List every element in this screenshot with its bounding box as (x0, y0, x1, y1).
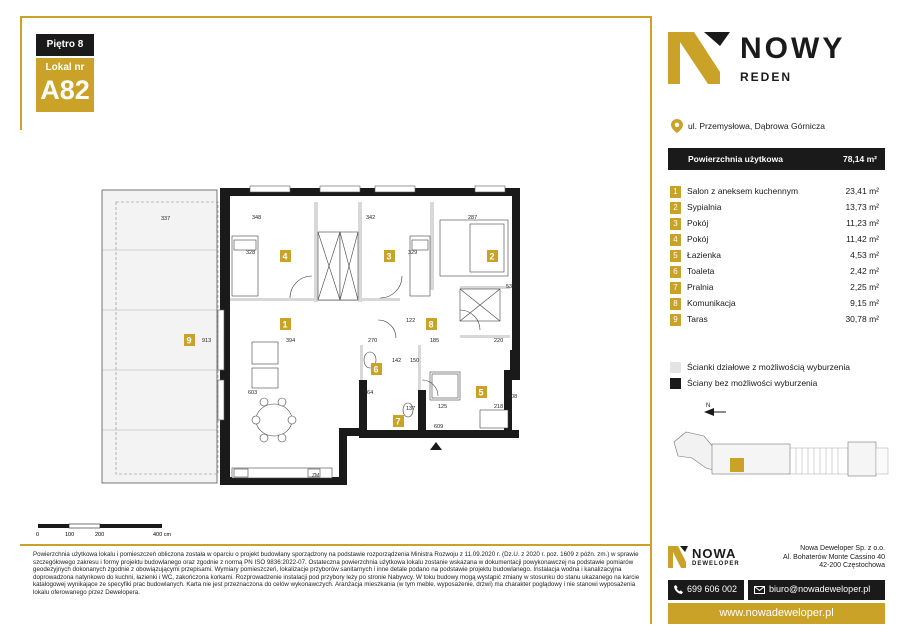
dimension-label: 328 (246, 250, 256, 256)
dimension-label: 208 (508, 394, 518, 400)
list-item (670, 297, 885, 311)
room-area: 4,53 m² (850, 250, 879, 260)
brand-line2: REDEN (740, 70, 793, 84)
room-area: 9,15 m² (850, 298, 879, 308)
dimension-label: 337 (161, 216, 171, 222)
phone-icon (674, 585, 683, 594)
website-link[interactable]: www.nowadeweloper.pl (668, 603, 885, 624)
room-marker-9: 9 (186, 335, 192, 346)
legend-swatch-light (670, 362, 681, 373)
legend-text: Ścianki działowe z możliwością wyburzenia (687, 362, 850, 372)
list-item (670, 265, 885, 279)
room-number-badge: 6 (670, 266, 681, 278)
room-number-badge: 2 (670, 202, 681, 214)
developer-logo-line1: NOWA (692, 546, 737, 561)
room-name: Salon z aneksem kuchennym (687, 186, 799, 196)
room-area: 2,42 m² (850, 266, 879, 276)
total-area-label: Powierzchnia użytkowa (688, 154, 783, 164)
scale-label: 100 (65, 532, 75, 538)
dimension-label: 142 (392, 358, 402, 364)
scale-bar (33, 522, 233, 542)
room-name: Pralnia (687, 282, 714, 292)
room-name: Łazienka (687, 250, 722, 260)
room-area: 2,25 m² (850, 282, 879, 292)
room-marker-7: 7 (395, 416, 401, 427)
disclaimer-text: Powierzchnia użytkowa lokalu i pomieszczeń obliczona została w oparciu o projekt budowlany sporządzony na podstawie rozporządzenia Ministra Rozwoju z 11.09.2020 r. (Dz.U. z 2020 r. poz. 1609 z późn. zm.) w sprawie szczegółowego zakresu i formy projektu budowlanego oraz zgodnie z normą PN ISO 9836:2022-07. Ostateczna powierzchnia użytkowa lokalu zostanie wskazana w dokumentacji powykonawczej na podstawie pomiarów geodezyjnych dokonanych zgodnie z obowiązującymi przepisami. Wymiary pomieszczeń, lokalizacje przyborów sanitarnych i inne detale podano na podstawie projektu budowlanego. Instalacja wodna i kanalizacyjna doprowadzona natynkowo do kuchni, łazienki i WC, zakończona korkami. Rozprowadzenie instalacji pod przybory leży po stronie Nabywcy. W toku budowy mogą wystąpić zmiany w stosunku do stanu ukazanego na karcie katalogowej wynikające ze specyfiki prac budowlanych. Karta nie jest przeznaczona do celów wykonawczych. Aranżacja mieszkania (w tym meble, wyposażenie, drzwi) ma charakter poglądowy i nie stanowi wyposażenia lokalu oferowanego przez Dewelopera. (33, 551, 640, 596)
list-item (670, 233, 885, 247)
brand-line1: NOWY (740, 32, 846, 65)
company-name: Nowa Deweloper Sp. z o.o. (800, 545, 885, 552)
list-item (670, 201, 885, 215)
unit-badge (36, 58, 94, 112)
list-item (670, 313, 885, 327)
address-text: ul. Przemysłowa, Dąbrowa Górnicza (688, 121, 825, 131)
room-number-badge: 5 (670, 250, 681, 262)
location-pin-icon (671, 119, 683, 133)
dimension-label: 342 (366, 215, 376, 221)
room-marker-8: 8 (428, 319, 434, 330)
developer-logo-line2: DEWELOPER (692, 561, 740, 567)
room-name: Sypialnia (687, 202, 722, 212)
room-name: Pokój (687, 234, 709, 244)
nowy-reden-logo (668, 32, 888, 92)
email-address: biuro@nowadeweloper.pl (769, 584, 871, 594)
list-item (670, 185, 885, 199)
terrace-area (102, 190, 217, 483)
scale-label: 0 (36, 532, 40, 538)
dimension-label: 603 (248, 390, 258, 396)
frame-bottom-line (20, 544, 650, 546)
dimension-label: 150 (410, 358, 420, 364)
floor-badge: Piętro 8 (36, 34, 94, 56)
frame-left-line (20, 16, 22, 130)
scale-label: 400 cm (153, 532, 172, 538)
dimension-label: 164 (364, 390, 374, 396)
dimension-label: 329 (408, 250, 418, 256)
room-marker-4: 4 (282, 251, 288, 262)
scale-label: 200 (95, 532, 105, 538)
fridge-label: ZM (312, 473, 320, 479)
dimension-label: 287 (468, 215, 478, 221)
dimension-label: 218 (494, 404, 504, 410)
room-number-badge: 3 (670, 218, 681, 230)
company-address (730, 545, 885, 571)
room-name: Toaleta (687, 266, 715, 276)
room-marker-6: 6 (373, 364, 379, 375)
list-item (670, 249, 885, 263)
site-key-plan (668, 402, 890, 498)
legend-swatch-dark (670, 378, 681, 389)
room-area: 11,42 m² (846, 234, 879, 244)
list-item (670, 281, 885, 295)
legend-text: Ściany bez możliwości wyburzenia (687, 378, 818, 388)
list-item (670, 217, 885, 231)
dimension-label: 538 (506, 284, 516, 290)
dimension-label: 270 (368, 338, 378, 344)
room-area: 23,41 m² (845, 186, 879, 196)
room-name: Komunikacja (687, 298, 736, 308)
room-area: 30,78 m² (845, 314, 879, 324)
total-area-bar (668, 148, 885, 170)
email-bar[interactable] (748, 580, 885, 600)
phone-bar[interactable] (668, 580, 744, 600)
room-marker-3: 3 (386, 251, 392, 262)
room-number-badge: 7 (670, 282, 681, 294)
nowa-n-icon (668, 546, 688, 568)
room-number-badge: 1 (670, 186, 681, 198)
room-area: 11,23 m² (846, 218, 879, 228)
frame-top-line (20, 16, 650, 18)
envelope-icon (754, 586, 765, 594)
dimension-label: 125 (438, 404, 448, 410)
room-number-badge: 4 (670, 234, 681, 246)
company-city: 42-200 Częstochowa (819, 562, 885, 569)
dimension-label: 122 (406, 318, 416, 324)
compass-label: N (706, 403, 711, 409)
room-marker-2: 2 (489, 251, 495, 262)
frame-divider-line (650, 16, 652, 624)
room-number-badge: 8 (670, 298, 681, 310)
room-name: Pokój (687, 218, 709, 228)
compass-icon (704, 403, 726, 416)
room-marker-5: 5 (478, 387, 484, 398)
room-marker-1: 1 (282, 319, 288, 330)
n-logo-icon (668, 32, 730, 84)
phone-number: 699 606 002 (687, 584, 738, 594)
dimension-label: 220 (494, 338, 504, 344)
dimension-label: 185 (430, 338, 440, 344)
dimension-label: 137 (406, 406, 416, 412)
room-number-badge: 9 (670, 314, 681, 326)
dimension-label: 913 (202, 338, 212, 344)
dimension-label: 609 (434, 424, 444, 430)
company-street: Al. Bohaterów Monte Cassino 40 (783, 553, 885, 561)
room-area: 13,73 m² (845, 202, 879, 212)
dimension-label: 394 (286, 338, 296, 344)
entrance-arrow-icon (430, 442, 442, 450)
total-area-value: 78,14 m² (842, 154, 877, 164)
unit-label: Lokal nr (45, 62, 85, 73)
dimension-label: 348 (252, 215, 262, 221)
unit-number: A82 (40, 75, 90, 105)
room-name: Taras (687, 314, 708, 324)
floor-plan (20, 180, 540, 540)
